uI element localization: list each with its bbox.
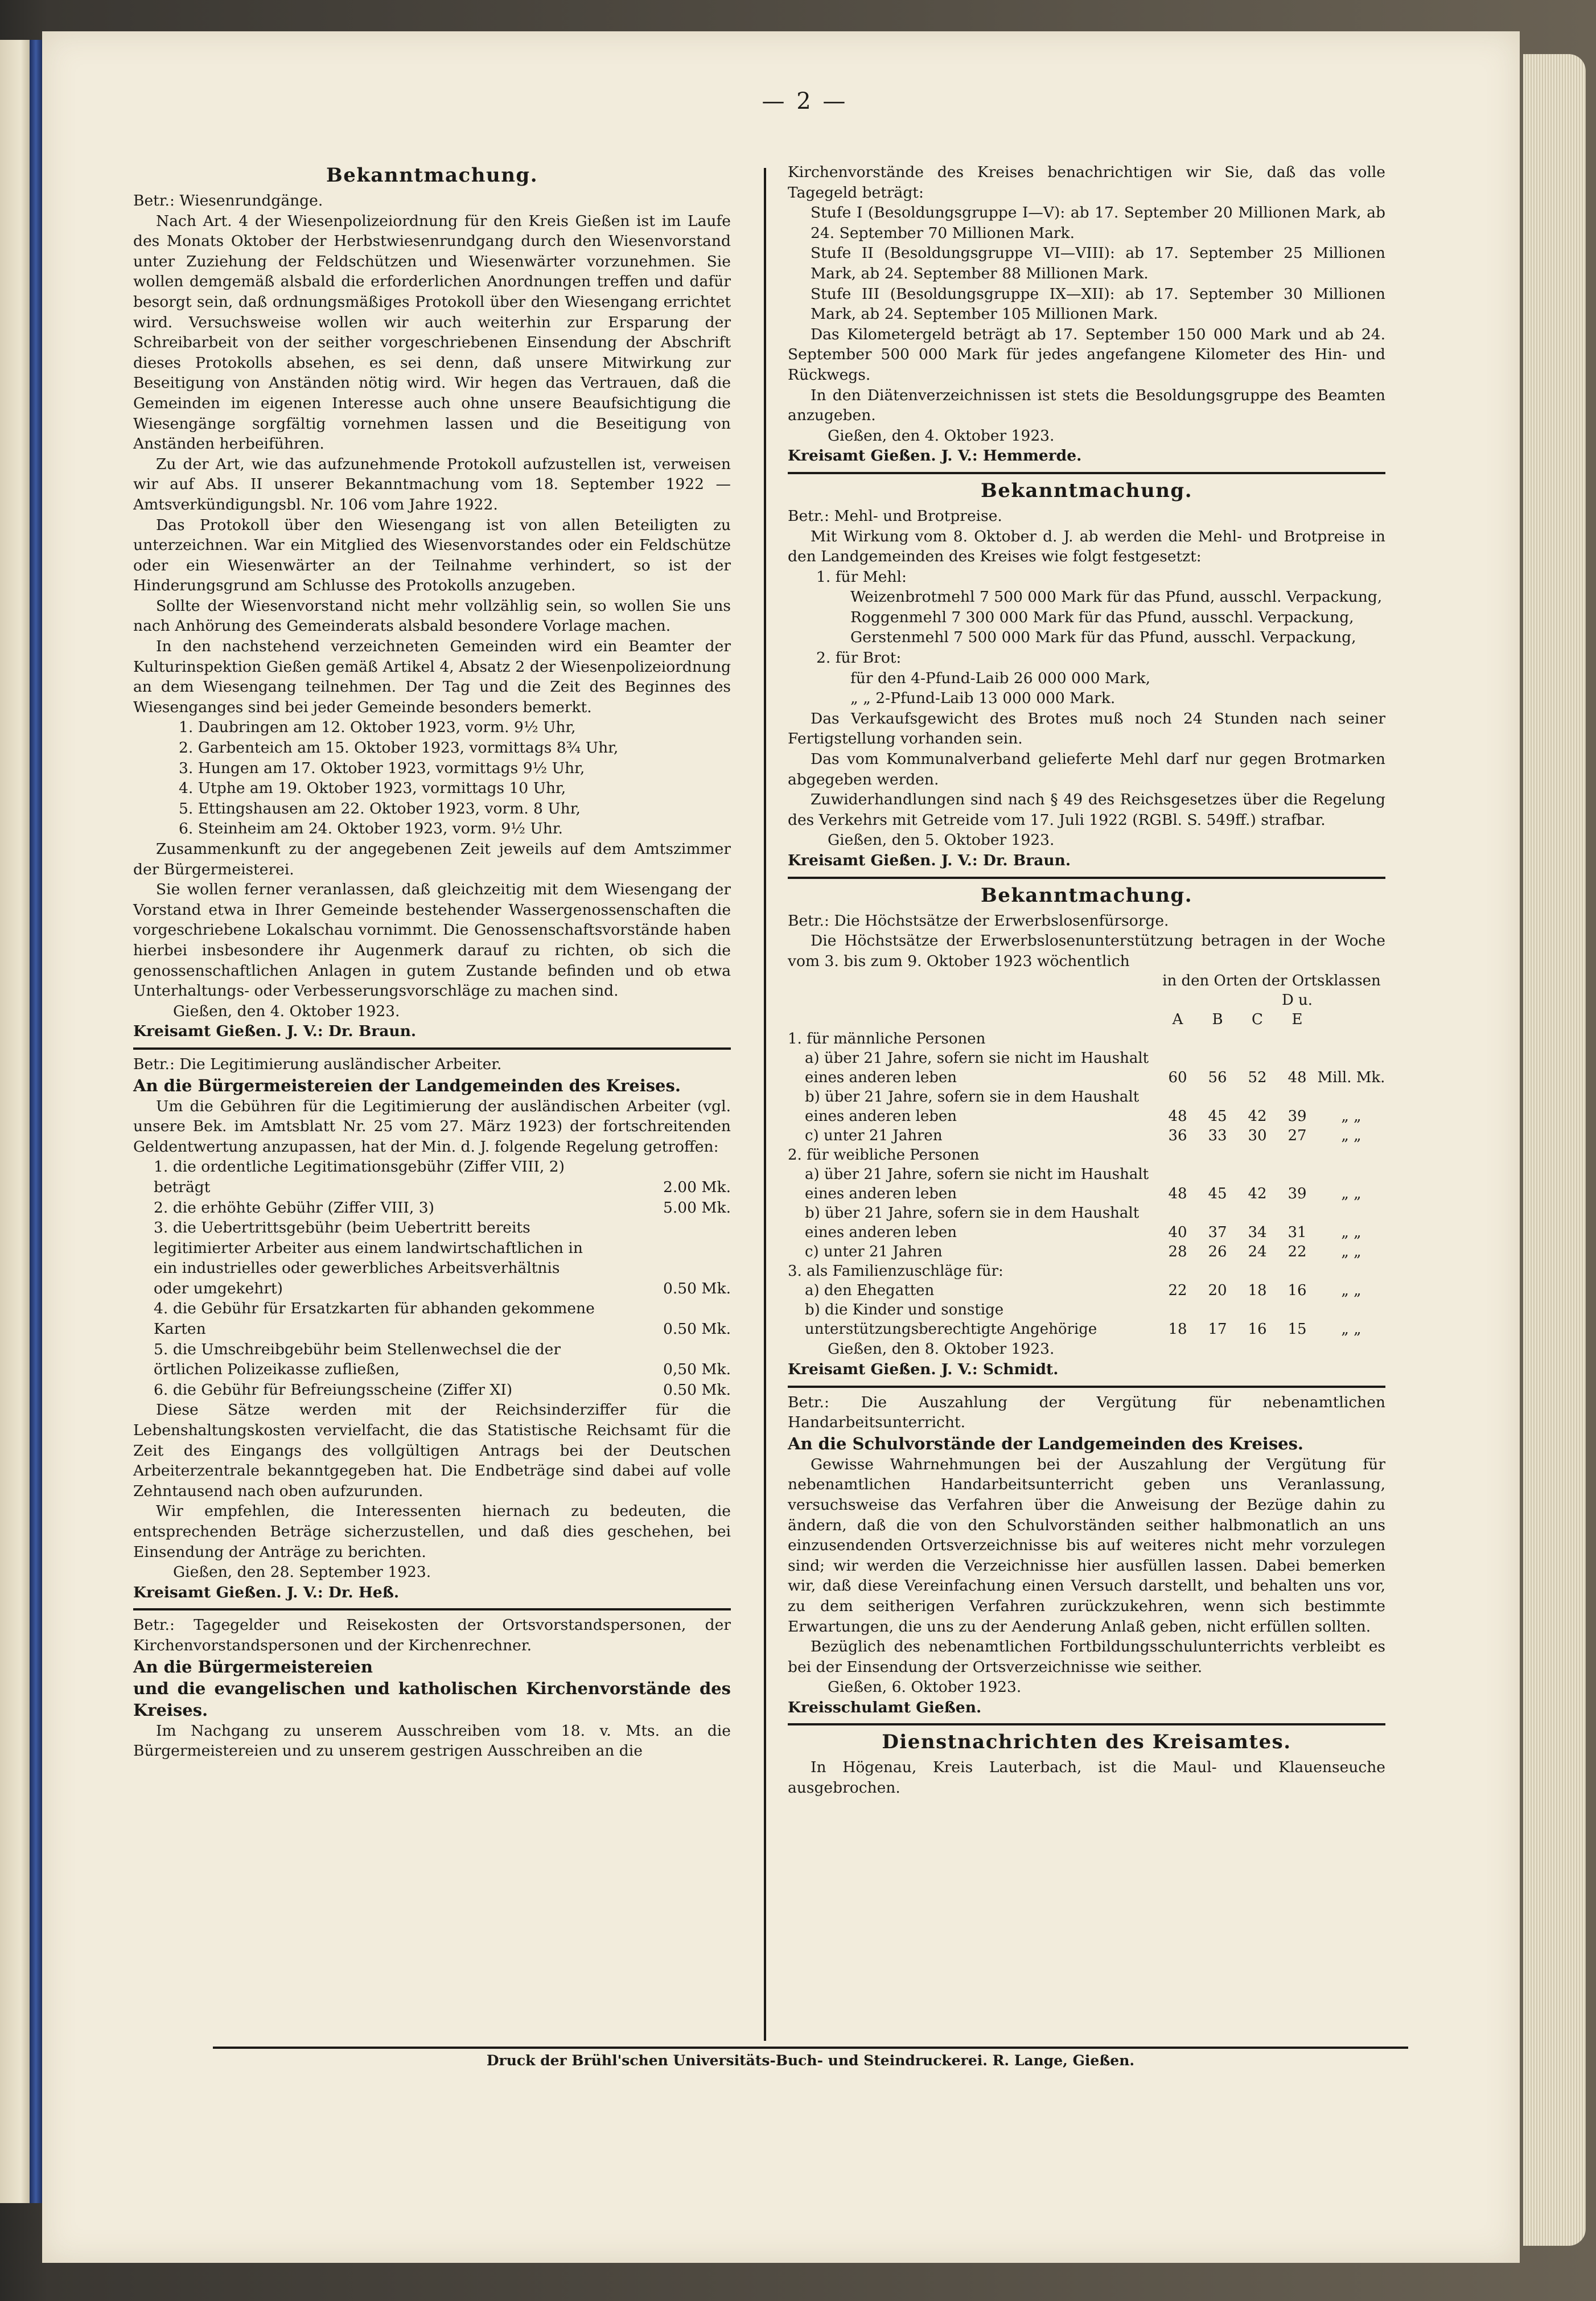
table-cell: 37 — [1208, 1224, 1227, 1242]
section-divider — [133, 1047, 731, 1050]
fee-label: 3. die Uebertrittsgebühr (beim Uebertritt bereits legitimierter Arbeiter aus einem landwirtschaftlichen in ein industrielles oder gewerbliches Arbeitsverhältnis oder umgekehrt) — [154, 1219, 583, 1297]
table-cell: 18 — [1168, 1321, 1187, 1338]
section-divider — [788, 472, 1385, 474]
column-divider — [764, 168, 766, 2041]
page-edges — [1523, 54, 1586, 2246]
fee-amount: 0.50 Mk. — [663, 1380, 731, 1399]
notice-subject: Betr.: Die Auszahlung der Vergütung für nebenamtlichen Handarbeitsunterricht. — [788, 1393, 1385, 1432]
table-unit: „ „ — [1341, 1321, 1361, 1338]
table-cell — [1237, 1262, 1277, 1281]
table-unit — [1317, 1262, 1385, 1281]
table-unit: „ „ — [1341, 1185, 1361, 1203]
notice-subject: Betr.: Wiesenrundgänge. — [133, 192, 323, 209]
table-row-label: 3. als Familienzuschläge für: — [788, 1263, 1003, 1280]
signature: Kreisamt Gießen. J. V.: Dr. Braun. — [788, 852, 1071, 869]
table-cell — [1198, 1029, 1237, 1049]
table-cell: 16 — [1288, 1282, 1307, 1300]
signature: Kreisamt Gießen. J. V.: Schmidt. — [788, 1360, 1059, 1378]
table-unit — [1317, 1145, 1385, 1165]
table-cell — [1158, 1145, 1198, 1165]
table-row-label: a) über 21 Jahre, sofern sie nicht im Haushalt eines anderen leben — [805, 1166, 1149, 1203]
fee-item — [133, 1157, 731, 1197]
list-item: 6. Steinheim am 24. Oktober 1923, vorm. 9½ Uhr. — [179, 820, 563, 838]
table-cell — [1237, 1145, 1277, 1165]
table-cell: 28 — [1168, 1243, 1187, 1261]
table-cell: 18 — [1248, 1282, 1267, 1300]
signature: Kreisamt Gießen. J. V.: Dr. Heß. — [133, 1583, 400, 1601]
table-unit: Mill. Mk. — [1317, 1069, 1385, 1087]
table-cell: 40 — [1168, 1224, 1187, 1242]
notice-title: Bekanntmachung. — [980, 884, 1193, 907]
list-item: Roggenmehl 7 300 000 Mark für das Pfund, ausschl. Verpackung, — [850, 608, 1354, 626]
table-cell: 56 — [1208, 1069, 1227, 1087]
list-heading: 2. für Brot: — [816, 649, 902, 667]
municipality-list — [133, 717, 731, 839]
table-header: D u. E — [1281, 992, 1313, 1029]
paragraph: Das Kilometergeld beträgt ab 17. September 150 000 Mark und ab 24. September 500 000 Mark für jedes angefangene Kilometer des Hin- und Rückwegs. — [788, 325, 1385, 384]
printer-imprint: Druck der Brühl'schen Universitäts-Buch- und Steindruckerei. R. Lange, Gießen. — [213, 2047, 1408, 2069]
notice-title: Dienstnachrichten des Kreisamtes. — [882, 1731, 1291, 1754]
table-row — [788, 1281, 1385, 1300]
newspaper-page — [42, 31, 1520, 2263]
fee-item — [133, 1198, 731, 1218]
table-header: A — [1172, 1011, 1183, 1029]
list-item: Weizenbrotmehl 7 500 000 Mark für das Pfund, ausschl. Verpackung, — [850, 588, 1383, 606]
table-cell: 34 — [1248, 1224, 1267, 1242]
fee-label: 1. die ordentliche Legitimationsgebühr (Ziffer VIII, 2) beträgt — [154, 1158, 565, 1196]
list-item: 5. Ettingshausen am 22. Oktober 1923, vorm. 8 Uhr, — [179, 799, 581, 817]
table-cell: 17 — [1208, 1321, 1227, 1338]
table-cell — [1237, 1029, 1277, 1049]
page-number: — 2 — — [762, 88, 848, 114]
fee-item — [133, 1380, 731, 1400]
notice-subject: Betr.: Die Legitimierung ausländischer Arbeiter. — [133, 1055, 502, 1073]
table-cell — [1277, 1262, 1317, 1281]
fee-amount: 5.00 Mk. — [663, 1198, 731, 1217]
list-item: für den 4-Pfund-Laib 26 000 000 Mark, — [850, 669, 1151, 687]
paragraph: Zu der Art, wie das aufzunehmende Protokoll aufzustellen ist, verweisen wir auf Abs. II unserer Bekanntmachung vom 18. September 1922 — Amtsverkündigungsbl. Nr. 106 vom Jahre 1922. — [133, 455, 731, 513]
fee-label: 5. die Umschreibgebühr beim Stellenwechsel die der örtlichen Polizeikasse zufließen, — [154, 1340, 561, 1379]
table-cell — [1277, 1029, 1317, 1049]
table-row-label: b) über 21 Jahre, sofern sie in dem Haushalt eines anderen leben — [805, 1205, 1140, 1242]
table-cell — [1277, 1145, 1317, 1165]
table-cell: 20 — [1208, 1282, 1227, 1300]
table-row-label: b) die Kinder und sonstige unterstützungsberechtigte Angehörige — [805, 1301, 1097, 1338]
table-cell — [1198, 1145, 1237, 1165]
date-line: Gießen, den 5. Oktober 1923. — [828, 831, 1055, 849]
table-row — [788, 1049, 1385, 1087]
table-header: C — [1252, 1011, 1263, 1029]
list-heading: 1. für Mehl: — [816, 568, 907, 586]
signature: Kreisamt Gießen. J. V.: Hemmerde. — [788, 447, 1082, 465]
paragraph: Sollte der Wiesenvorstand nicht mehr vollzählig sein, so wollen Sie uns nach Anhörung des Gemeinderats alsbald besondere Vorlage machen. — [133, 597, 731, 635]
fee-label: 2. die erhöhte Gebühr (Ziffer VIII, 3) — [154, 1198, 434, 1217]
fee-label: 6. die Gebühr für Befreiungsscheine (Ziffer XI) — [154, 1380, 513, 1399]
table-row — [788, 1203, 1385, 1242]
table-cell: 36 — [1168, 1127, 1187, 1145]
list-item: 2. Garbenteich am 15. Oktober 1923, vormittags 8¾ Uhr, — [179, 739, 619, 757]
table-cell: 39 — [1288, 1185, 1307, 1203]
paragraph: Zuwiderhandlungen sind nach § 49 des Reichsgesetzes über die Regelung des Verkehrs mit Getreide vom 17. Juli 1922 (RGBl. S. 549ff.) strafbar. — [788, 791, 1385, 829]
table-row-label: c) unter 21 Jahren — [805, 1243, 943, 1261]
notice-addressee: An die Bürgermeistereien — [133, 1657, 373, 1677]
paragraph: Gewisse Wahrnehmungen bei der Auszahlung der Vergütung für nebenamtlichen Handarbeitsunterricht geben uns Veranlassung, versuchsweise das Verfahren über die Anweisung der Bezüge dahin zu ändern, daß die von den Schulvorständen seither halbmonatlich an uns einzusendenden Ortsverzeichnisse bis auf weiteres nicht mehr vorzulegen sind; wir werden die Verzeichnisse hier ausfüllen lassen. Dabei bemerken wir, daß diese Vereinfachung einen Versuch darstellt, und behalten uns vor, zu dem seitherigen Verfahren zurückzukehren, wenn sich bestimmte Erwartungen, die uns zu der Aenderung Anlaß geben, nicht erfüllen sollten. — [788, 1455, 1385, 1636]
table-cell: 60 — [1168, 1069, 1187, 1087]
paragraph: Das vom Kommunalverband gelieferte Mehl darf nur gegen Brotmarken abgegeben werden. — [788, 750, 1385, 788]
date-line: Gießen, den 4. Oktober 1923. — [173, 1002, 400, 1020]
book-spine — [30, 40, 42, 2203]
fee-list — [133, 1157, 731, 1400]
table-cell: 45 — [1208, 1108, 1227, 1125]
benefit-table — [788, 971, 1385, 1339]
notice-addressee: und die evangelischen und katholischen Kirchenvorstände des Kreises. — [133, 1678, 731, 1720]
paragraph: Im Nachgang zu unserem Ausschreiben vom 18. v. Mts. an die Bürgermeistereien und zu unserem gestrigen Ausschreiben an die — [133, 1721, 731, 1760]
section-divider — [788, 1386, 1385, 1388]
paragraph: Diese Sätze werden mit der Reichsinderziffer für die Lebenshaltungskosten vervielfacht, die das Statistische Reichsamt für die Zeit des Eingangs des vollgültigen Antrags bei der Deutschen Arbeiterzentrale bekanntgegeben hat. Die Endbeträge sind dabei auf volle Zehntausend nach oben aufzurunden. — [133, 1401, 731, 1500]
fee-item — [133, 1218, 731, 1299]
table-column-group-header: in den Orten der Ortsklassen — [1162, 972, 1381, 990]
table-cell: 45 — [1208, 1185, 1227, 1203]
table-row — [788, 1029, 1385, 1049]
paragraph: In den nachstehend verzeichneten Gemeinden wird ein Beamter der Kulturinspektion Gießen gemäß Artikel 4, Absatz 2 der Wiesenpolizeiordnung an dem Wiesengang teilnehmen. Der Tag und die Zeit des Beginnes des Wiesenganges sind bei jeder Gemeinde besonders bemerkt. — [133, 638, 731, 716]
table-row — [788, 1145, 1385, 1165]
notice-addressee: An die Bürgermeistereien der Landgemeinden des Kreises. — [133, 1075, 681, 1095]
left-page-edge — [0, 40, 31, 2203]
table-cell: 52 — [1248, 1069, 1267, 1087]
paragraph: In den Diätenverzeichnissen ist stets die Besoldungsgruppe des Beamten anzugeben. — [788, 386, 1385, 425]
table-cell: 31 — [1288, 1224, 1307, 1242]
benefit-rows — [788, 1029, 1385, 1339]
table-cell: 27 — [1288, 1127, 1307, 1145]
table-row-label: 1. für männliche Personen — [788, 1030, 986, 1048]
notice-title: Bekanntmachung. — [326, 164, 538, 187]
table-row — [788, 1300, 1385, 1339]
table-cell — [1158, 1029, 1198, 1049]
date-line: Gießen, den 4. Oktober 1923. — [828, 426, 1055, 445]
paragraph: Nach Art. 4 der Wiesenpolizeiordnung für den Kreis Gießen ist im Laufe des Monats Oktober der Herbstwiesenrundgang durch den Wiesenvorstand unter Zuziehung der Feldschützen und Wiesenwärter vorzunehmen. Sie wollen demgemäß alsbald die erforderlichen Anordnungen treffen und dafür besorgt sein, daß ordnungsmäßiges Protokoll über den Wiesengang errichtet wird. Versuchsweise wollen wir auch weiterhin zur Ersparung der Schreibarbeit von der seither vorgeschriebenen Einsendung der Abschrift dieses Protokolls absehen, es sei denn, daß unsere Mitwirkung zur Beseitigung von Anständen nötig wird. Wir hegen das Vertrauen, daß die Gemeinden im eigenen Interesse auch ohne unsere Beaufsichtigung die Wiesengänge sorgfältig vornehmen lassen und die Beseitigung von Anständen herbeiführen. — [133, 212, 731, 453]
table-row-label: b) über 21 Jahre, sofern sie in dem Haushalt eines anderen leben — [805, 1088, 1140, 1125]
table-row — [788, 1087, 1385, 1126]
list-item: 4. Utphe am 19. Oktober 1923, vormittags 10 Uhr, — [179, 779, 566, 798]
table-cell: 42 — [1248, 1108, 1267, 1125]
table-row-label: 2. für weibliche Personen — [788, 1147, 980, 1164]
fee-item — [133, 1299, 731, 1339]
table-cell: 42 — [1248, 1185, 1267, 1203]
table-row-label: a) über 21 Jahre, sofern sie nicht im Haushalt eines anderen leben — [805, 1050, 1149, 1087]
table-header-row — [788, 991, 1385, 1029]
table-cell: 30 — [1248, 1127, 1267, 1145]
right-column — [788, 162, 1385, 1798]
table-unit: „ „ — [1341, 1224, 1361, 1242]
table-cell: 15 — [1288, 1321, 1307, 1338]
list-item: Stufe III (Besoldungsgruppe IX—XII): ab 17. September 30 Millionen Mark, ab 24. September 105 Millionen Mark. — [811, 285, 1385, 323]
list-item: 3. Hungen am 17. Oktober 1923, vormittags 9½ Uhr, — [179, 759, 585, 777]
paragraph: Zusammenkunft zu der angegebenen Zeit jeweils auf dem Amtszimmer der Bürgermeisterei. — [133, 840, 731, 878]
paragraph: Bezüglich des nebenamtlichen Fortbildungsschulunterrichts verbleibt es bei der Einsendung der Ortsverzeichnisse wie seither. — [788, 1638, 1385, 1676]
paragraph: Wir empfehlen, die Interessenten hiernach zu bedeuten, die entsprechenden Beträge sicherzustellen, und daß dies geschehen, bei Einsendung der Anträge zu berichten. — [133, 1502, 731, 1561]
table-cell: 48 — [1168, 1108, 1187, 1125]
table-cell: 22 — [1288, 1243, 1307, 1261]
paragraph: In Högenau, Kreis Lauterbach, ist die Maul- und Klauenseuche ausgebrochen. — [788, 1758, 1385, 1797]
notice-title: Bekanntmachung. — [980, 479, 1193, 502]
fee-amount: 0,50 Mk. — [663, 1361, 731, 1379]
fee-amount: 2.00 Mk. — [663, 1178, 731, 1196]
table-row — [788, 1126, 1385, 1145]
table-unit: „ „ — [1341, 1243, 1361, 1261]
section-divider — [133, 1608, 731, 1610]
table-cell: 22 — [1168, 1282, 1187, 1300]
list-item: Gerstenmehl 7 500 000 Mark für das Pfund, ausschl. Verpackung, — [850, 628, 1356, 647]
table-cell — [1158, 1262, 1198, 1281]
table-cell: 24 — [1248, 1243, 1267, 1261]
paragraph: Mit Wirkung vom 8. Oktober d. J. ab werden die Mehl- und Brotpreise in den Landgemeinden des Kreises wie folgt festgesetzt: — [788, 527, 1385, 566]
fee-amount: 0.50 Mk. — [663, 1320, 731, 1338]
paragraph: Kirchenvorstände des Kreises benachrichtigen wir Sie, daß das volle Tagegeld beträgt: — [788, 163, 1385, 202]
signature: Kreisschulamt Gießen. — [788, 1698, 982, 1716]
table-cell: 48 — [1288, 1069, 1307, 1087]
table-row — [788, 1242, 1385, 1262]
table-unit: „ „ — [1341, 1282, 1361, 1300]
paragraph: Um die Gebühren für die Legitimierung der ausländischen Arbeiter (vgl. unsere Bek. im Amtsblatt Nr. 25 vom 27. März 1923) der fortschreitenden Geldentwertung anzupassen, hat der Min. d. J. folgende Regelung getroffen: — [133, 1097, 731, 1156]
table-header: B — [1212, 1011, 1223, 1029]
paragraph: Das Verkaufsgewicht des Brotes muß noch 24 Stunden nach seiner Fertigstellung vorhanden sein. — [788, 709, 1385, 748]
paragraph: Das Protokoll über den Wiesengang ist von allen Beteiligten zu unterzeichnen. War ein Mitglied des Wiesenvorstandes oder ein Feldschütze oder ein Wiesenwärter an der Teilnahme verhindert, so ist der Hinderungsgrund am Schlusse des Protokolls anzugeben. — [133, 516, 731, 595]
date-line: Gießen, den 8. Oktober 1923. — [828, 1340, 1055, 1358]
notice-addressee: An die Schulvorstände der Landgemeinden des Kreises. — [788, 1433, 1304, 1453]
table-row — [788, 1165, 1385, 1203]
fee-item — [133, 1339, 731, 1380]
table-cell: 39 — [1288, 1108, 1307, 1125]
list-item: „ „ 2-Pfund-Laib 13 000 000 Mark. — [850, 689, 1116, 708]
notice-subject: Betr.: Tagegelder und Reisekosten der Ortsvorstandspersonen, der Kirchenvorstandspersonen und der Kirchenrechner. — [133, 1616, 731, 1654]
list-item: 1. Daubringen am 12. Oktober 1923, vorm. 9½ Uhr, — [179, 718, 576, 737]
table-row-label: a) den Ehegatten — [805, 1282, 935, 1300]
date-line: Gießen, 6. Oktober 1923. — [828, 1678, 1022, 1696]
paragraph: Sie wollen ferner veranlassen, daß gleichzeitig mit dem Wiesengang der Vorstand etwa in Ihrer Gemeinde bestehender Wassergenossenschaften die vorgeschriebene Lokalschau vornimmt. Die Genossenschaftsvorstände haben hierbei insbesondere ihr Augenmerk darauf zu richten, ob sich die genossenschaftlichen Anlagen in gutem Zustande befinden und ob etwa Unterhaltungs- oder Verbesserungsvorschläge zu machen sind. — [133, 881, 731, 1000]
table-header-row — [788, 971, 1385, 991]
signature: Kreisamt Gießen. J. V.: Dr. Braun. — [133, 1022, 417, 1041]
table-cell — [1198, 1262, 1237, 1281]
notice-subject: Betr.: Die Höchstsätze der Erwerbslosenfürsorge. — [788, 911, 1169, 930]
table-unit: „ „ — [1341, 1108, 1361, 1125]
table-row-label: c) unter 21 Jahren — [805, 1127, 943, 1145]
notice-subject: Betr.: Mehl- und Brotpreise. — [788, 507, 1002, 525]
table-cell: 26 — [1208, 1243, 1227, 1261]
table-row — [788, 1262, 1385, 1281]
list-item: Stufe II (Besoldungsgruppe VI—VIII): ab 17. September 25 Millionen Mark, ab 24. September 88 Millionen Mark. — [811, 244, 1385, 282]
table-cell: 33 — [1208, 1127, 1227, 1145]
table-cell: 16 — [1248, 1321, 1267, 1338]
fee-amount: 0.50 Mk. — [663, 1279, 731, 1297]
table-unit: „ „ — [1341, 1127, 1361, 1145]
date-line: Gießen, den 28. September 1923. — [173, 1563, 431, 1581]
paragraph: Die Höchstsätze der Erwerbslosenunterstützung betragen in der Woche vom 3. bis zum 9. Oktober 1923 wöchentlich — [788, 932, 1385, 970]
section-divider — [788, 877, 1385, 879]
table-unit — [1317, 1029, 1385, 1049]
section-divider — [788, 1723, 1385, 1725]
list-item: Stufe I (Besoldungsgruppe I—V): ab 17. September 20 Millionen Mark, ab 24. September 70 Millionen Mark. — [811, 204, 1385, 242]
left-column — [133, 162, 731, 1761]
fee-label: 4. die Gebühr für Ersatzkarten für abhanden gekommene Karten — [154, 1300, 595, 1338]
table-cell: 48 — [1168, 1185, 1187, 1203]
